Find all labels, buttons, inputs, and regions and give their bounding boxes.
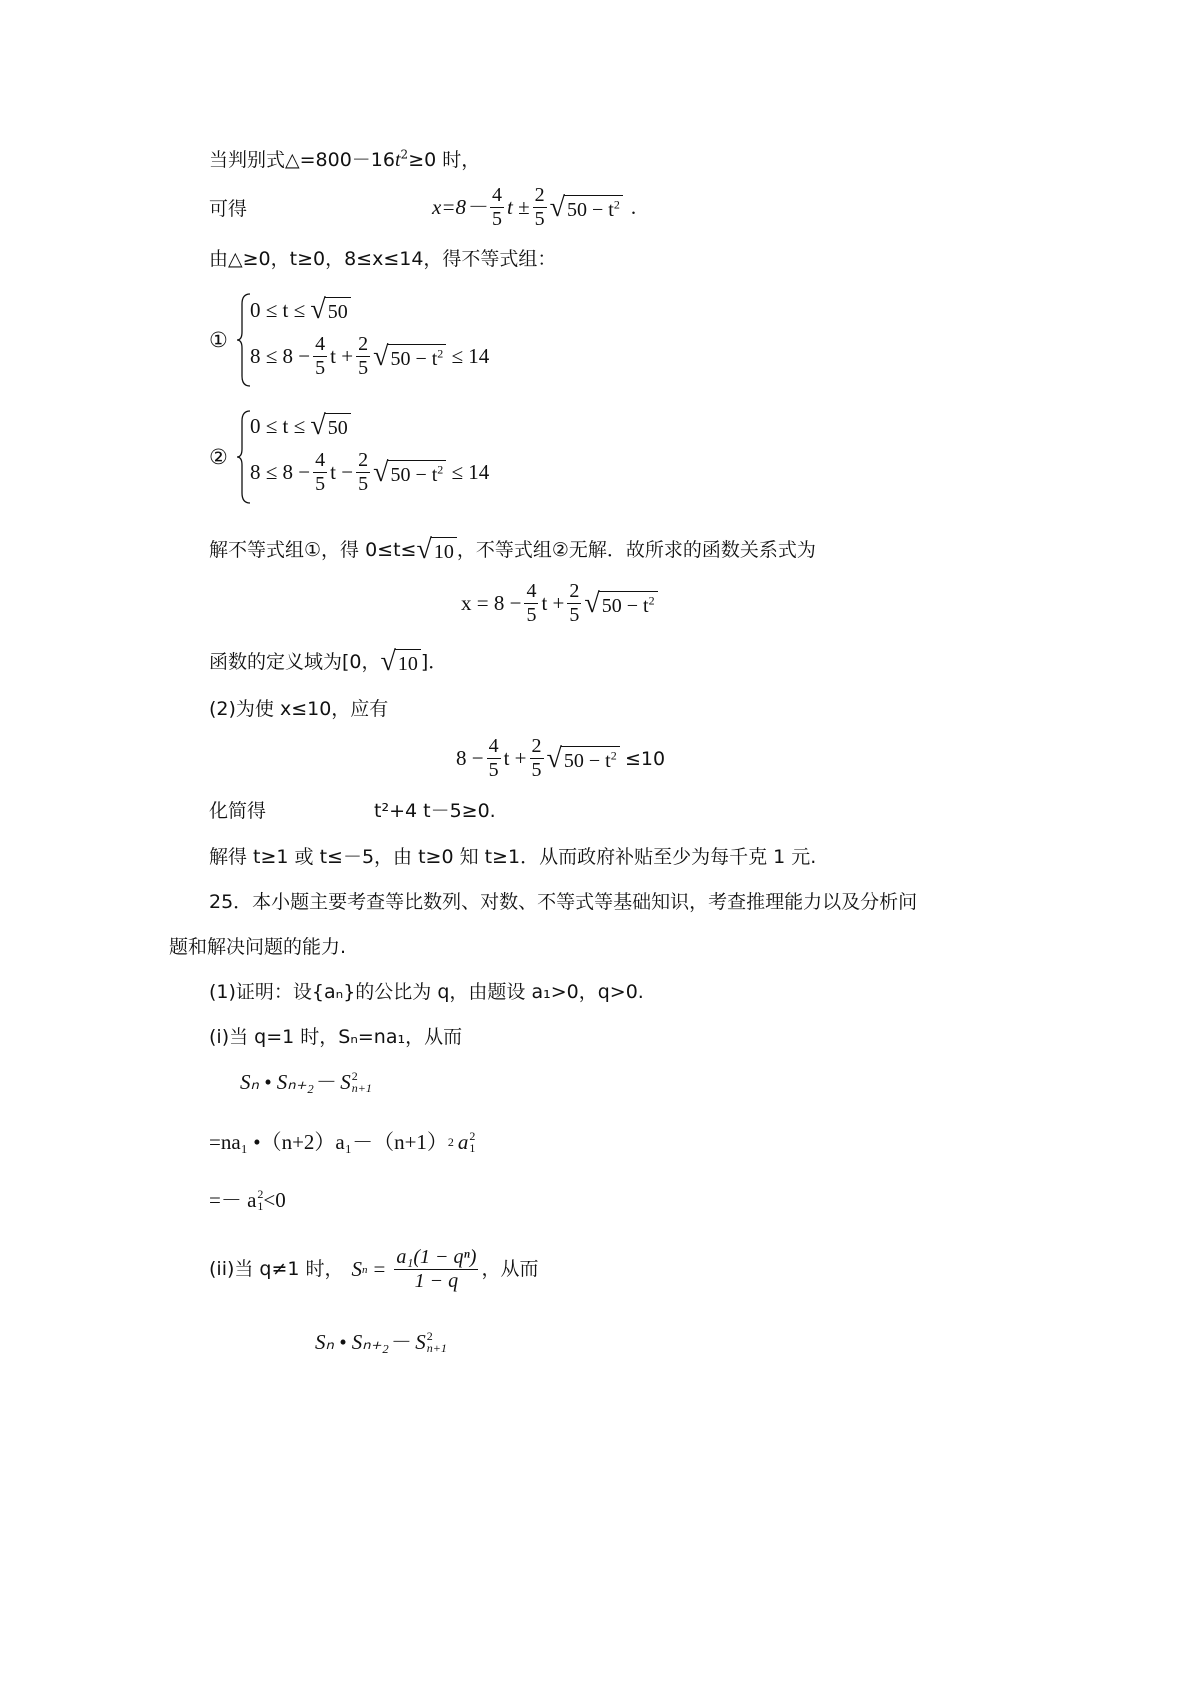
denominator: 5 xyxy=(315,473,326,495)
inequality-equation xyxy=(456,735,665,782)
radicand: 10 xyxy=(431,537,457,564)
fraction xyxy=(530,735,544,782)
system1-row1 xyxy=(250,296,351,324)
exponent: 2 xyxy=(437,345,444,360)
text: 0 ≤ t ≤ xyxy=(250,297,306,322)
text: t + xyxy=(330,344,354,368)
case-ii-line: (ii)当 q≠1 时， S n = $\frac{\text{a₁(1 − qⁿ)}}{1 - q}$ ，从而 xyxy=(209,1246,539,1292)
sqrt: √ $50 - t^2$ xyxy=(584,590,657,618)
text: ≤ 14 xyxy=(451,344,490,368)
text: x=8－ xyxy=(432,195,487,219)
system1-row2 xyxy=(250,333,489,380)
radicand: 50 − t xyxy=(601,594,649,617)
exponent: 2 xyxy=(351,1069,358,1083)
case-i-step2 xyxy=(209,1188,286,1212)
text: =na₁ •（n+2）a₁－（n+1） xyxy=(209,1129,448,1154)
function-equation xyxy=(461,580,658,627)
solution-label xyxy=(209,198,247,219)
text: 当判别式△=800－16 xyxy=(209,149,395,171)
text: t + xyxy=(503,746,527,770)
part2-line: (2)为使 x≤10，应有 xyxy=(209,698,389,720)
numerator: 4 xyxy=(492,184,502,206)
case-i-line: (i)当 q=1 时，Sₙ=na₁，从而 xyxy=(209,1026,463,1048)
text: ，从而 xyxy=(481,1258,539,1280)
numerator: 2 xyxy=(531,735,542,757)
subscript: n+1 xyxy=(351,1081,372,1095)
text: Sₙ • Sₙ₊₂－ S xyxy=(240,1069,351,1094)
circled-two: ② xyxy=(209,445,228,469)
text: 8 ≤ 8 − xyxy=(250,460,311,484)
sqrt: √ 50 xyxy=(310,412,350,440)
text: t − xyxy=(330,460,354,484)
numerator: 2 xyxy=(569,580,580,602)
numerator: a₁(1 − qⁿ) xyxy=(396,1246,477,1268)
fraction xyxy=(313,333,327,380)
text: ≥0 时， xyxy=(408,149,481,171)
text: ≤ 14 xyxy=(451,460,490,484)
text: ]． xyxy=(420,650,448,673)
exponent: 2 xyxy=(610,747,617,762)
exponent: 2 xyxy=(400,147,409,162)
radicand: 50 xyxy=(325,297,351,324)
solve-line xyxy=(209,536,816,564)
fraction xyxy=(533,184,547,231)
subscript: n+1 xyxy=(426,1341,447,1355)
text: 8 ≤ 8 − xyxy=(250,344,311,368)
numerator: 2 xyxy=(358,333,369,355)
product-expression xyxy=(240,1070,372,1094)
denominator: 5 xyxy=(358,357,369,379)
text: Sₙ • Sₙ₊₂－ S xyxy=(315,1329,426,1354)
numerator: 4 xyxy=(315,449,326,471)
text: ≤10 xyxy=(625,747,666,770)
simplify-label: 化简得 xyxy=(209,800,267,822)
x-solution-formula xyxy=(432,184,636,231)
text: 可得 xyxy=(209,198,248,220)
conclusion-line: 解得 t≥1 或 t≤－5，由 t≥0 知 t≥1．从而政府补贴至少为每千克 1 元. xyxy=(209,846,817,868)
circled-one: ① xyxy=(209,328,228,352)
text: (ii)当 q≠1 时， xyxy=(209,1258,344,1280)
fraction xyxy=(313,449,327,496)
var-a: a xyxy=(457,1129,469,1154)
case-i-step1: =na₁ •（n+2）a₁－（n+1） 2 a 2 1 xyxy=(209,1129,476,1155)
sqrt: √ 10 xyxy=(381,648,421,676)
exponent: 2 xyxy=(613,196,620,211)
sup-sub xyxy=(352,1070,372,1094)
exponent: 2 xyxy=(257,1187,264,1201)
problem25-intro-cont: 题和解决问题的能力. xyxy=(169,936,347,958)
text: x = 8 − xyxy=(461,591,522,615)
sqrt: √ $50 - t^2$ xyxy=(373,459,446,487)
sqrt: √ $50 - t^2$ xyxy=(550,194,623,222)
text: . xyxy=(630,195,637,219)
exponent: 2 xyxy=(648,592,655,607)
denominator: 5 xyxy=(315,357,326,379)
radicand: 50 − t xyxy=(390,463,438,486)
sup-sub xyxy=(427,1330,447,1354)
numerator: 4 xyxy=(526,580,537,602)
sqrt: √ $50 - t^2$ xyxy=(373,343,446,371)
subscript: 1 xyxy=(469,1141,476,1155)
denominator: 1 − q xyxy=(414,1270,459,1292)
denominator: 5 xyxy=(488,759,499,781)
simplified-inequality: t²+4 t－5≥0. xyxy=(374,800,496,822)
radicand: 10 xyxy=(395,649,421,676)
text: =－ a xyxy=(209,1187,257,1212)
sqrt: √ 10 xyxy=(416,536,456,564)
var-s: S xyxy=(351,1257,363,1281)
system2-row2 xyxy=(250,449,489,496)
subscript: 1 xyxy=(257,1199,264,1213)
sqrt: √ 50 xyxy=(310,296,350,324)
numerator: 2 xyxy=(358,449,369,471)
denominator: 5 xyxy=(526,604,537,626)
fraction xyxy=(567,580,581,627)
fraction xyxy=(490,184,504,231)
text: 8 − xyxy=(456,746,484,770)
fraction xyxy=(487,735,501,782)
problem25-intro: 25．本小题主要考查等比数列、对数、不等式等基础知识，考查推理能力以及分析问 xyxy=(209,891,918,913)
denominator: 5 xyxy=(569,604,580,626)
exponent: 2 xyxy=(437,461,444,476)
radicand: 50 − t xyxy=(567,198,614,221)
case-ii-product xyxy=(315,1330,447,1354)
radicand: 50 − t xyxy=(390,347,438,370)
text: 0 ≤ t ≤ xyxy=(250,413,306,438)
var-t: t xyxy=(394,149,401,171)
numerator: 4 xyxy=(488,735,499,757)
fraction xyxy=(394,1246,478,1293)
condition-line: 由△≥0，t≥0，8≤x≤14，得不等式组： xyxy=(209,248,557,270)
sqrt: √ $50 - t^2$ xyxy=(547,745,620,773)
system2-row1 xyxy=(250,412,351,440)
radicand: 50 xyxy=(325,413,351,440)
fraction xyxy=(356,449,370,496)
denominator: 5 xyxy=(534,208,545,230)
text: 解不等式组①，得 0≤t≤ xyxy=(209,538,417,561)
numerator: 4 xyxy=(315,333,326,355)
radicand: 50 − t xyxy=(563,749,611,772)
exponent: 2 xyxy=(426,1329,433,1343)
proof-setup: (1)证明：设{aₙ}的公比为 q，由题设 a₁>0，q>0. xyxy=(209,981,644,1003)
discriminant-line xyxy=(209,149,480,170)
text: ，不等式组②无解．故所求的函数关系式为 xyxy=(456,538,816,561)
text: t + xyxy=(541,591,565,615)
fraction xyxy=(356,333,370,380)
exponent: 2 xyxy=(469,1129,476,1143)
text: 函数的定义域为[0， xyxy=(209,650,381,673)
text: <0 xyxy=(263,1187,286,1212)
equals: = xyxy=(373,1257,386,1281)
denominator: 5 xyxy=(492,208,502,230)
domain-line xyxy=(209,648,447,676)
plus-minus: ± xyxy=(518,195,530,219)
numerator: 2 xyxy=(534,184,545,206)
sup-sub xyxy=(469,1130,475,1154)
var-t: t xyxy=(507,195,513,219)
denominator: 5 xyxy=(358,473,369,495)
fraction xyxy=(524,580,538,627)
denominator: 5 xyxy=(531,759,542,781)
